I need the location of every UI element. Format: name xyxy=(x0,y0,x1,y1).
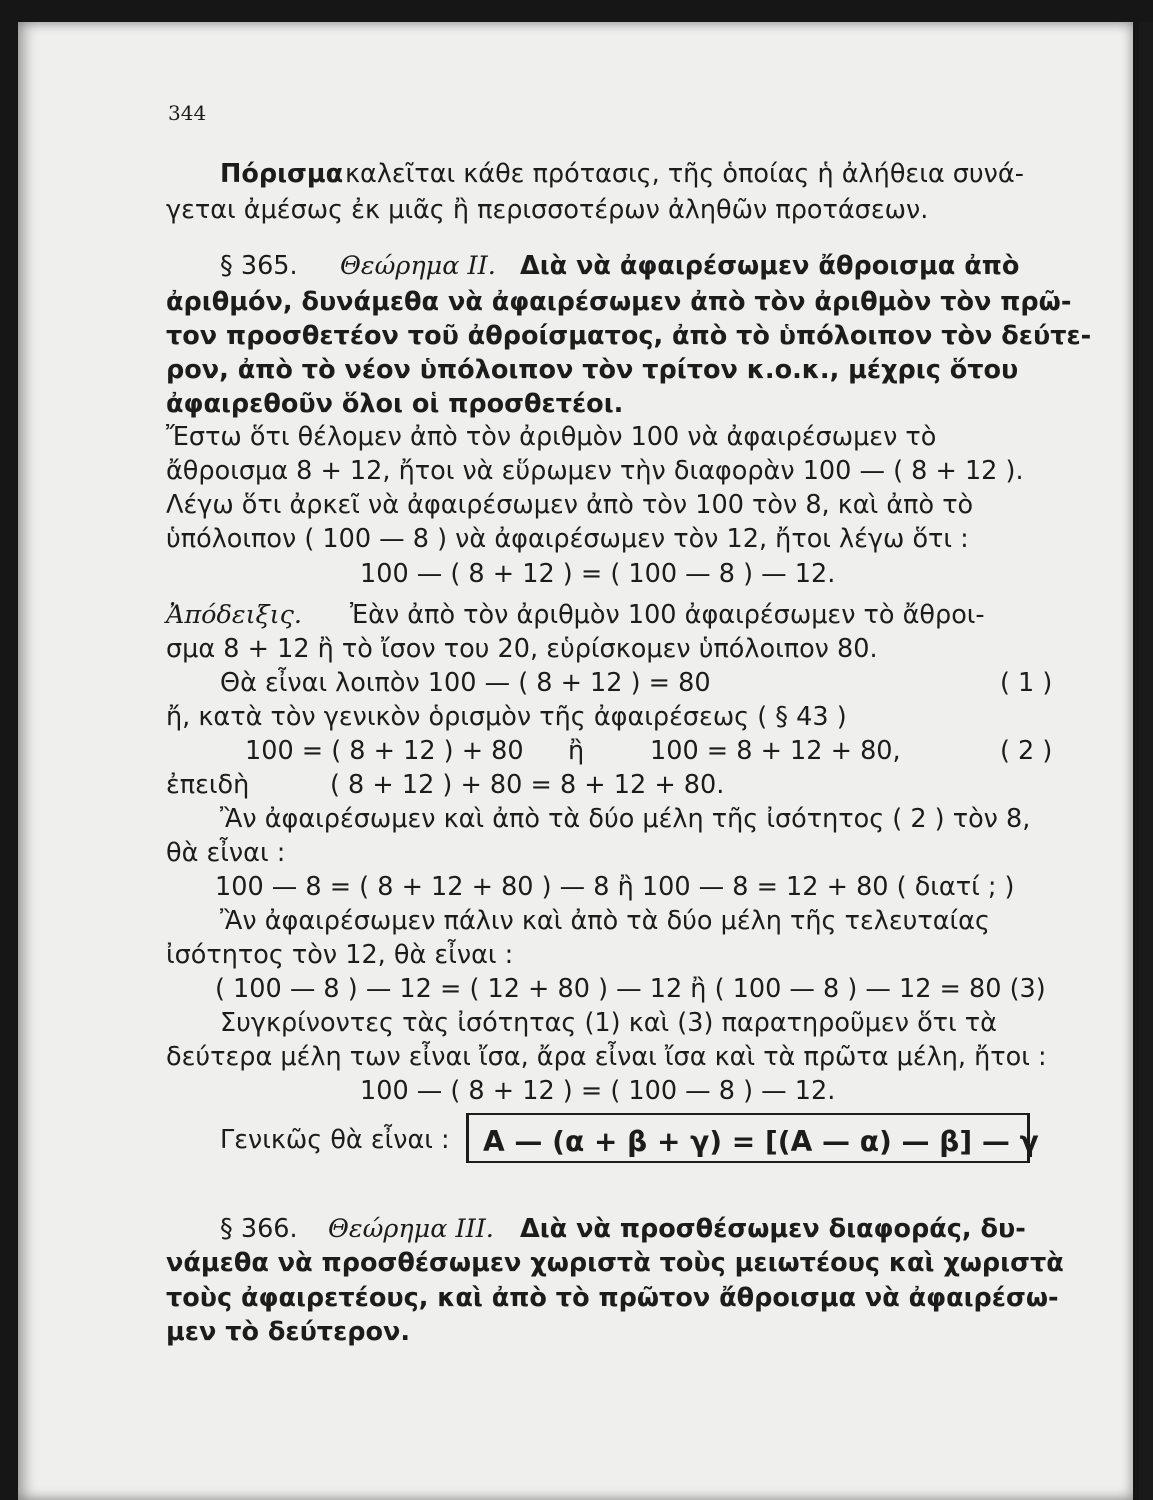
equation: 100 — ( 8 + 12 ) = ( 100 — 8 ) — 12. xyxy=(360,559,836,589)
sec365-line: τον προσθετέον τοῦ ἀθροίσματος, ἀπὸ τὸ ὑπόλοιπον τὸν δεύτε- xyxy=(166,321,1092,351)
sec366-line: τοὺς ἀφαιρετέους, καὶ ἀπὸ τὸ πρῶτον ἄθροισμα νὰ ἀφαιρέσω- xyxy=(166,1283,1059,1313)
sec366-number: § 366. xyxy=(220,1214,298,1244)
sec365-line: ρον, ἀπὸ τὸ νέον ὑπόλοιπον τὸν τρίτον κ.ο.κ., μέχρις ὅτου xyxy=(166,355,1019,385)
body-line: ἤ, κατὰ τὸν γενικὸν ὁρισμὸν τῆς ἀφαιρέσεως ( § 43 ) xyxy=(166,702,847,732)
sec366-line: νάμεθα νὰ προσθέσωμεν χωριστὰ τοὺς μειωτέους καὶ χωριστὰ xyxy=(166,1248,1064,1278)
body-line: Λέγω ὅτι ἀρκεῖ νὰ ἀφαιρέσωμεν ἀπὸ τὸν 100 τὸν 8, καὶ ἀπὸ τὸ xyxy=(166,490,974,520)
sec365-theorem: Θεώρημα II. xyxy=(340,251,496,281)
sec366-line: μεν τὸ δεύτερον. xyxy=(166,1317,411,1347)
equation-or: ἢ xyxy=(568,736,585,766)
body-line: Ἂν ἀφαιρέσωμεν πάλιν καὶ ἀπὸ τὰ δύο μέλη τῆς τελευταίας xyxy=(220,906,990,936)
sec366-line: Διὰ νὰ προσθέσωμεν διαφοράς, δυ- xyxy=(520,1214,1026,1244)
general-label: Γενικῶς θὰ εἶναι : xyxy=(220,1125,450,1155)
body-line: ὑπόλοιπον ( 100 — 8 ) νὰ ἀφαιρέσωμεν τὸν 12, ἤτοι λέγω ὅτι : xyxy=(166,524,969,554)
body-line: θὰ εἶναι : xyxy=(166,838,286,868)
body-line: ἐπειδὴ xyxy=(166,770,250,800)
proof-label: Ἀπόδειξις. xyxy=(166,600,302,630)
porisma-line2: γεται ἀμέσως ἐκ μιᾶς ἢ περισσοτέρων ἀληθῶν προτάσεων. xyxy=(166,195,929,225)
body-line: ἰσότητος τὸν 12, θὰ εἶναι : xyxy=(166,940,514,970)
page-edge xyxy=(1139,22,1153,1500)
general-formula: Α — (α + β + γ) = [(Α — α) — β] — γ xyxy=(483,1125,1039,1158)
body-line: Ἔστω ὅτι θέλομεν ἀπὸ τὸν ἀριθμὸν 100 νὰ ἀφαιρέσωμεν τὸ xyxy=(166,422,937,452)
porisma-line1: καλεῖται κάθε πρότασις, τῆς ὁποίας ἡ ἀλήθεια συνά- xyxy=(345,159,1024,189)
body-line: Ἐὰν ἀπὸ τὸν ἀριθμὸν 100 ἀφαιρέσωμεν τὸ ἄθροι- xyxy=(350,600,985,630)
body-line: Συγκρίνοντες τὰς ἰσότητας (1) καὶ (3) παρατηροῦμεν ὅτι τὰ xyxy=(220,1008,997,1038)
equation: 100 — ( 8 + 12 ) = ( 100 — 8 ) — 12. xyxy=(360,1076,836,1106)
sec365-line: ἀφαιρεθοῦν ὅλοι οἱ προσθετέοι. xyxy=(166,389,624,419)
page-number: 344 xyxy=(168,101,207,125)
porisma-term: Πόρισμα xyxy=(220,159,344,189)
body-line: ἄθροισμα 8 + 12, ἤτοι νὰ εὕρωμεν τὴν διαφορὰν 100 — ( 8 + 12 ). xyxy=(166,456,1024,486)
general-formula-box xyxy=(466,1113,1039,1163)
equation: 100 = ( 8 + 12 ) + 80 xyxy=(245,736,524,766)
equation-tag: ( 2 ) xyxy=(1000,736,1053,766)
equation: 100 — 8 = ( 8 + 12 + 80 ) — 8 ἢ 100 — 8 = 12 + 80 ( διατί ; ) xyxy=(215,872,1015,902)
equation: ( 8 + 12 ) + 80 = 8 + 12 + 80. xyxy=(330,770,725,800)
sec366-theorem: Θεώρημα III. xyxy=(328,1214,494,1244)
body-line: Θὰ εἶναι λοιπὸν 100 — ( 8 + 12 ) = 80 xyxy=(220,668,711,698)
body-line: Ἂν ἀφαιρέσωμεν καὶ ἀπὸ τὰ δύο μέλη τῆς ἰσότητος ( 2 ) τὸν 8, xyxy=(220,804,1031,834)
body-line: δεύτερα μέλη των εἶναι ἴσα, ἄρα εἶναι ἴσα καὶ τὰ πρῶτα μέλη, ἤτοι : xyxy=(166,1042,1047,1072)
body-line: σμα 8 + 12 ἢ τὸ ἴσον του 20, εὑρίσκομεν ὑπόλοιπον 80. xyxy=(166,634,878,664)
equation-tag: ( 1 ) xyxy=(1000,668,1053,698)
sec365-line: Διὰ νὰ ἀφαιρέσωμεν ἄθροισμα ἀπὸ xyxy=(520,251,1020,281)
sec365-number: § 365. xyxy=(220,251,298,281)
equation: ( 100 — 8 ) — 12 = ( 12 + 80 ) — 12 ἢ ( 100 — 8 ) — 12 = 80 (3) xyxy=(215,974,1046,1004)
equation: 100 = 8 + 12 + 80, xyxy=(650,736,901,766)
sec365-line: ἀριθμόν, δυνάμεθα νὰ ἀφαιρέσωμεν ἀπὸ τὸν ἀριθμὸν τὸν πρῶ- xyxy=(166,287,1072,317)
